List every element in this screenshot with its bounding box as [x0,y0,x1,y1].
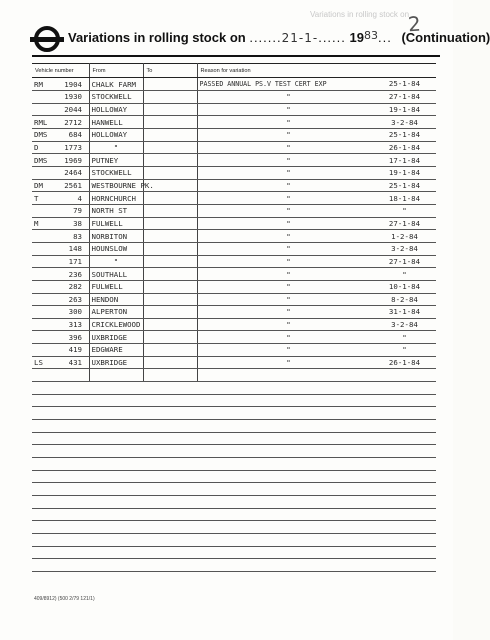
reason-text: " [286,256,291,266]
blank-cell [89,559,143,572]
blank-row [32,521,436,534]
table-row [32,141,436,154]
column-header: Reason for variation [197,64,436,78]
reason-text: " [286,218,291,228]
from-cell: WESTBOURNE PK. [89,179,143,192]
blank-cell [32,445,89,458]
table-row [32,230,436,243]
from-cell: STOCKWELL [89,91,143,104]
vehicle-number-cell [32,179,89,192]
title-year-suffix: 83 [363,29,378,42]
vehicle-number-cell [32,306,89,319]
vehicle-number-cell [32,230,89,243]
vehicle-fleet-number: 148 [68,244,82,254]
from-cell: FULWELL [89,217,143,230]
reason-text: " [286,142,291,152]
vehicle-fleet-number: 419 [68,345,82,355]
reason-cell [197,344,436,357]
blank-row [32,445,436,458]
blank-row [32,483,436,496]
reason-text: " [286,130,291,140]
to-cell [143,128,197,141]
reason-text: " [286,345,291,355]
expiry-date: 8-2-84 [391,294,418,304]
vehicle-number-cell [32,344,89,357]
blank-cell [143,369,197,382]
rolling-stock-table [32,63,436,572]
blank-row [32,470,436,483]
blank-row [32,546,436,559]
blank-cell [32,382,89,395]
blank-cell [32,420,89,433]
blank-cell [32,559,89,572]
from-cell: EDGWARE [89,344,143,357]
vehicle-number-cell [32,128,89,141]
vehicle-number-cell [32,204,89,217]
blank-cell [89,432,143,445]
reason-text: " [286,117,291,127]
to-cell [143,356,197,369]
table-row [32,268,436,281]
table-row [32,78,436,91]
vehicle-number-cell [32,280,89,293]
title-year-prefix: 19 [349,30,364,45]
from-cell: ALPERTON [89,306,143,319]
blank-cell [89,483,143,496]
expiry-date: 1-2-84 [391,231,418,241]
blank-cell [143,420,197,433]
blank-cell [197,394,436,407]
blank-row [32,394,436,407]
blank-cell [32,483,89,496]
vehicle-number-cell [32,116,89,129]
column-header: Vehicle number [32,64,89,78]
from-cell: NORBITON [89,230,143,243]
vehicle-fleet-number: 1930 [64,92,82,102]
reason-text: " [286,155,291,165]
to-cell [143,268,197,281]
vehicle-class: DMS [34,155,48,165]
blank-cell [32,407,89,420]
reason-text: " [286,320,291,330]
vehicle-number-cell [32,141,89,154]
from-cell: SOUTHALL [89,268,143,281]
vehicle-fleet-number: 1904 [64,79,82,89]
blank-cell [143,432,197,445]
reason-text: " [286,332,291,342]
table-row [32,91,436,104]
table-row [32,356,436,369]
expiry-date: 26-1-84 [388,358,421,368]
blank-cell [143,407,197,420]
table-row [32,217,436,230]
blank-cell [143,521,197,534]
reason-cell [197,242,436,255]
blank-cell [197,521,436,534]
reason-text: " [286,92,291,102]
reason-text: " [286,294,291,304]
blank-cell [89,546,143,559]
reason-cell [197,128,436,141]
blank-cell [89,420,143,433]
reason-cell [197,268,436,281]
table-row [32,204,436,217]
title-text: Variations in rolling stock on [68,30,246,45]
blank-cell [32,496,89,509]
vehicle-class: RM [34,79,43,89]
vehicle-class: M [34,218,39,228]
reason-text: " [286,358,291,368]
reason-cell [197,293,436,306]
reason-text: " [286,180,291,190]
blank-cell [143,508,197,521]
expiry-date: 18-1-84 [388,193,421,203]
blank-row [32,496,436,509]
reason-text: " [286,282,291,292]
vehicle-number-cell [32,331,89,344]
expiry-date: 10-1-84 [388,282,421,292]
blank-cell [197,483,436,496]
expiry-date: 3-2-84 [391,244,418,254]
to-cell [143,318,197,331]
blank-cell [197,546,436,559]
to-cell [143,204,197,217]
expiry-date: 3-2-84 [391,320,418,330]
vehicle-class: DMS [34,130,48,140]
column-header: From [89,64,143,78]
reason-text: " [286,206,291,216]
blank-cell [32,432,89,445]
vehicle-fleet-number: 83 [73,231,82,241]
roundel-logo [34,26,60,52]
blank-row [32,458,436,471]
from-cell: CHALK FARM [89,78,143,91]
blank-row [32,407,436,420]
table-row [32,128,436,141]
from-cell: HOLLOWAY [89,128,143,141]
expiry-date: 27-1-84 [388,218,421,228]
blank-cell [143,533,197,546]
from-cell: " [89,255,143,268]
blank-cell [89,445,143,458]
reason-cell [197,78,436,91]
from-cell: UXBRIDGE [89,331,143,344]
vehicle-fleet-number: 2464 [64,168,82,178]
to-cell [143,331,197,344]
table-row [32,192,436,205]
blank-cell [89,508,143,521]
vehicle-number-cell [32,103,89,116]
expiry-date: 25-1-84 [388,180,421,190]
blank-row [32,369,436,382]
from-cell: " [89,141,143,154]
table-row [32,306,436,319]
reason-cell [197,280,436,293]
vehicle-number-cell [32,356,89,369]
blank-cell [197,420,436,433]
to-cell [143,91,197,104]
blank-cell [32,394,89,407]
reason-text: " [286,269,291,279]
table-row [32,116,436,129]
reason-text: " [286,104,291,114]
reason-cell [197,331,436,344]
to-cell [143,154,197,167]
expiry-date: 25-1-84 [388,130,421,140]
expiry-date: " [402,269,407,279]
reason-cell [197,255,436,268]
vehicle-fleet-number: 1773 [64,142,82,152]
reason-text: " [286,168,291,178]
blank-cell [89,382,143,395]
from-cell: HOLLOWAY [89,103,143,116]
reason-cell [197,91,436,104]
vehicle-number-cell [32,242,89,255]
to-cell [143,306,197,319]
table-row [32,318,436,331]
to-cell [143,103,197,116]
from-cell: UXBRIDGE [89,356,143,369]
blank-cell [197,533,436,546]
vehicle-fleet-number: 1969 [64,155,82,165]
to-cell [143,280,197,293]
from-cell: PUTNEY [89,154,143,167]
vehicle-number-cell [32,192,89,205]
vehicle-number-cell [32,268,89,281]
blank-cell [197,470,436,483]
vehicle-number-cell [32,318,89,331]
table-row [32,344,436,357]
vehicle-number-cell [32,255,89,268]
blank-cell [143,483,197,496]
expiry-date: 27-1-84 [388,256,421,266]
reason-cell [197,204,436,217]
blank-cell [32,508,89,521]
vehicle-fleet-number: 4 [77,193,82,203]
blank-row [32,382,436,395]
title-continuation: (Continuation) [401,30,490,45]
vehicle-class: D [34,142,39,152]
blank-cell [89,533,143,546]
vehicle-number-cell [32,78,89,91]
title-date: 21-1- [281,31,319,45]
vehicle-fleet-number: 282 [68,282,82,292]
reason-text: " [286,193,291,203]
vehicle-fleet-number: 684 [68,130,82,140]
blank-cell [143,496,197,509]
blank-cell [197,445,436,458]
vehicle-fleet-number: 2561 [64,180,82,190]
blank-cell [143,470,197,483]
reason-cell [197,166,436,179]
reason-text: PASSED ANNUAL PS.V TEST CERT EXP [199,80,327,88]
reason-cell [197,116,436,129]
from-cell: HANWELL [89,116,143,129]
blank-cell [89,407,143,420]
to-cell [143,217,197,230]
reason-cell [197,217,436,230]
table-row [32,280,436,293]
blank-cell [197,559,436,572]
blank-cell [143,559,197,572]
vehicle-fleet-number: 263 [68,294,82,304]
vehicle-number-cell [32,91,89,104]
blank-row [32,533,436,546]
blank-row [32,432,436,445]
blank-cell [143,458,197,471]
expiry-date: 31-1-84 [388,307,421,317]
vehicle-fleet-number: 2044 [64,104,82,114]
form-code: 409/8912) (500 2/79 121/1) [34,596,95,602]
blank-cell [89,369,143,382]
vehicle-class: RML [34,117,48,127]
vehicle-number-cell [32,154,89,167]
blank-cell [32,458,89,471]
from-cell: FULWELL [89,280,143,293]
vehicle-class: DM [34,180,43,190]
reason-cell [197,318,436,331]
reason-cell [197,154,436,167]
expiry-date: 27-1-84 [388,92,421,102]
from-cell: NORTH ST [89,204,143,217]
blank-cell [197,432,436,445]
expiry-date: " [402,206,407,216]
to-cell [143,230,197,243]
vehicle-fleet-number: 171 [68,256,82,266]
blank-cell [143,546,197,559]
blank-cell [197,382,436,395]
reason-cell [197,230,436,243]
blank-cell [197,369,436,382]
table-row [32,103,436,116]
blank-cell [89,521,143,534]
expiry-date: 26-1-84 [388,142,421,152]
expiry-date: 19-1-84 [388,168,421,178]
blank-row [32,420,436,433]
blank-cell [32,533,89,546]
blank-cell [89,470,143,483]
vehicle-fleet-number: 79 [73,206,82,216]
table-header-row [32,64,436,78]
vehicle-class: LS [34,358,43,368]
blank-cell [197,407,436,420]
vehicle-fleet-number: 396 [68,332,82,342]
expiry-date: 17-1-84 [388,155,421,165]
page-number: 2 [407,11,422,37]
from-cell: HENDON [89,293,143,306]
table-row [32,154,436,167]
blank-row [32,559,436,572]
expiry-date: 3-2-84 [391,117,418,127]
vehicle-fleet-number: 2712 [64,117,82,127]
table-row [32,179,436,192]
blank-cell [143,445,197,458]
blank-cell [89,496,143,509]
vehicle-number-cell [32,293,89,306]
column-header: To [143,64,197,78]
table-row [32,242,436,255]
vehicle-fleet-number: 431 [68,358,82,368]
blank-cell [32,521,89,534]
reason-cell [197,103,436,116]
blank-cell [32,546,89,559]
table-row [32,293,436,306]
to-cell [143,293,197,306]
to-cell [143,78,197,91]
from-cell: CRICKLEWOOD [89,318,143,331]
to-cell [143,116,197,129]
blank-cell [197,496,436,509]
blank-cell [143,394,197,407]
vehicle-class: T [34,193,39,203]
vehicle-fleet-number: 300 [68,307,82,317]
vehicle-number-cell [32,217,89,230]
to-cell [143,242,197,255]
reason-text: " [286,244,291,254]
bleed-through-text: Variations in rolling stock on [310,10,410,19]
expiry-date: 25-1-84 [388,79,421,88]
blank-cell [197,508,436,521]
table-row [32,255,436,268]
to-cell [143,192,197,205]
reason-cell [197,179,436,192]
vehicle-fleet-number: 38 [73,218,82,228]
from-cell: HORNCHURCH [89,192,143,205]
blank-cell [32,470,89,483]
reason-cell [197,356,436,369]
reason-cell [197,192,436,205]
blank-cell [89,458,143,471]
expiry-date: 19-1-84 [388,104,421,114]
blank-row [32,508,436,521]
vehicle-number-cell [32,166,89,179]
to-cell [143,166,197,179]
vehicle-fleet-number: 236 [68,269,82,279]
reason-text: " [286,307,291,317]
blank-cell [143,382,197,395]
to-cell [143,141,197,154]
table-row [32,166,436,179]
expiry-date: " [402,332,407,342]
from-cell: STOCKWELL [89,166,143,179]
vehicle-fleet-number: 313 [68,320,82,330]
page-title: Variations in rolling stock on .......21-1-...... $19^{83}$... (Continuation) [68,29,490,45]
from-cell: HOUNSLOW [89,242,143,255]
reason-cell [197,306,436,319]
table-row [32,331,436,344]
reason-cell [197,141,436,154]
blank-cell [89,394,143,407]
blank-cell [32,369,89,382]
expiry-date: " [402,345,407,355]
to-cell [143,344,197,357]
reason-text: " [286,231,291,241]
to-cell [143,255,197,268]
title-rule [32,55,440,57]
blank-cell [197,458,436,471]
